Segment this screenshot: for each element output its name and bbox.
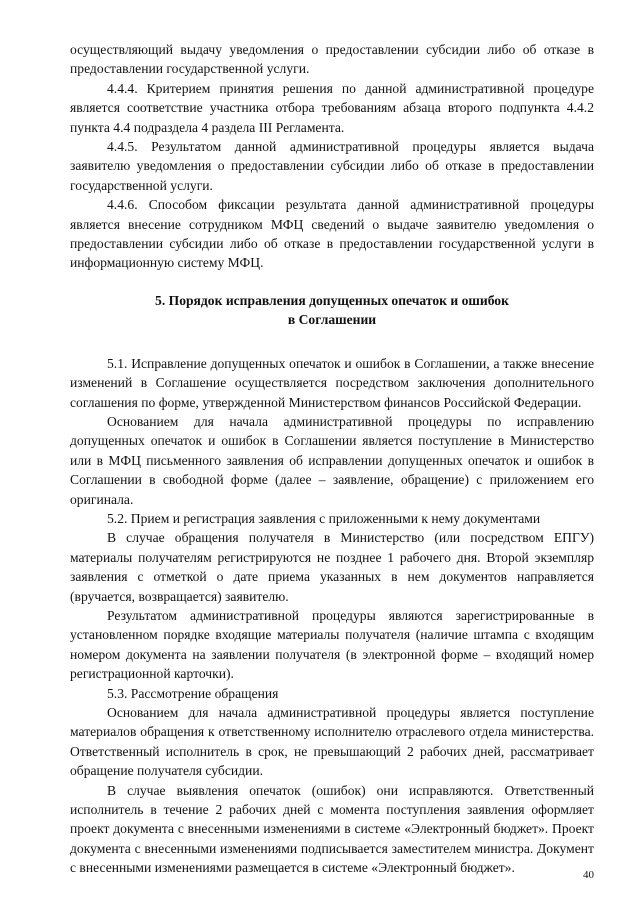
- paragraph-4-4-6: 4.4.6. Способом фиксации результата данной административной процедуры является внесение сотрудником МФЦ сведений о выдаче заявителю уведомления о предоставлении субсидии либо об отказе в предоставлении государственной услуги в информационную систему МФЦ.: [70, 197, 594, 271]
- section-heading: [70, 291, 594, 330]
- paragraph-4-4-5: 4.4.5. Результатом данной административной процедуры является выдача заявителю уведомления о предоставлении субсидии либо об отказе в предоставлении государственной услуги.: [70, 139, 594, 193]
- paragraph-5-1: 5.1. Исправление допущенных опечаток и ошибок в Соглашении, а также внесение изменений в Соглашение осуществляется посредством заключения дополнительного соглашения по форме, утвержденной Министерством финансов Российской Федерации.: [70, 355, 594, 410]
- section-heading-line-2: в Соглашении: [287, 312, 377, 328]
- paragraph-continuation: осуществляющий выдачу уведомления о предоставлении субсидии либо об отказе в предоставлении государственной услуги.: [70, 42, 594, 77]
- paragraph-error-correction: В случае выявления опечаток (ошибок) они исправляются. Ответственный исполнитель в течение 2 рабочих дней с момента поступления заявления оформляет проект документа с внесенными изменениями в системе «Электронный бюджет». Проект документа с внесенными изменениями подписывается заместителем министра. Документ с внесенными изменениями размещается в системе «Электронный бюджет».: [70, 782, 594, 876]
- paragraph-5-3: 5.3. Рассмотрение обращения: [107, 685, 279, 701]
- paragraph-review-basis: Основанием для начала административной процедуры является поступление материалов обращения к ответственному исполнителю отраслевого отдела министерства. Ответственный исполнитель в срок, не превышающий 2 рабочих дней, рассматривает обращение получателя субсидии.: [70, 705, 594, 779]
- paragraph-registration: В случае обращения получателя в Министерство (или посредством ЕПГУ) материалы получателям регистрируются не позднее 1 рабочего дня. Второй экземпляр заявления с отметкой о дате приема указанных в нем документов направляется (вручается, возвращается) заявителю.: [70, 530, 594, 604]
- document-page: [70, 40, 594, 878]
- section-heading-line-1: 5. Порядок исправления допущенных опечаток и ошибок: [155, 292, 509, 308]
- paragraph-basis-correction: Основанием для начала административной процедуры по исправлению допущенных опечаток и ошибок в Соглашении является поступление в Министерство или в МФЦ письменного заявления об исправлении допущенных опечаток и ошибок в Соглашении в свободной форме (далее – заявление, обращение) с приложением его оригинала.: [70, 413, 594, 507]
- paragraph-5-2: 5.2. Прием и регистрация заявления с приложенными к нему документами: [107, 510, 541, 526]
- paragraph-registration-result: Результатом административной процедуры являются зарегистрированные в установленном порядке входящие материалы получателя (наличие штампа с входящим номером документа на заявлении получателя (в электронной форме – входящий номер регистрационной карточки).: [70, 607, 594, 682]
- page-number: 40: [583, 869, 594, 881]
- paragraph-4-4-4: 4.4.4. Критерием принятия решения по данной административной процедуре является соответствие участника отбора требованиям абзаца второго подпункта 4.4.2 пункта 4.4 подраздела 4 раздела III Регламента.: [70, 80, 594, 135]
